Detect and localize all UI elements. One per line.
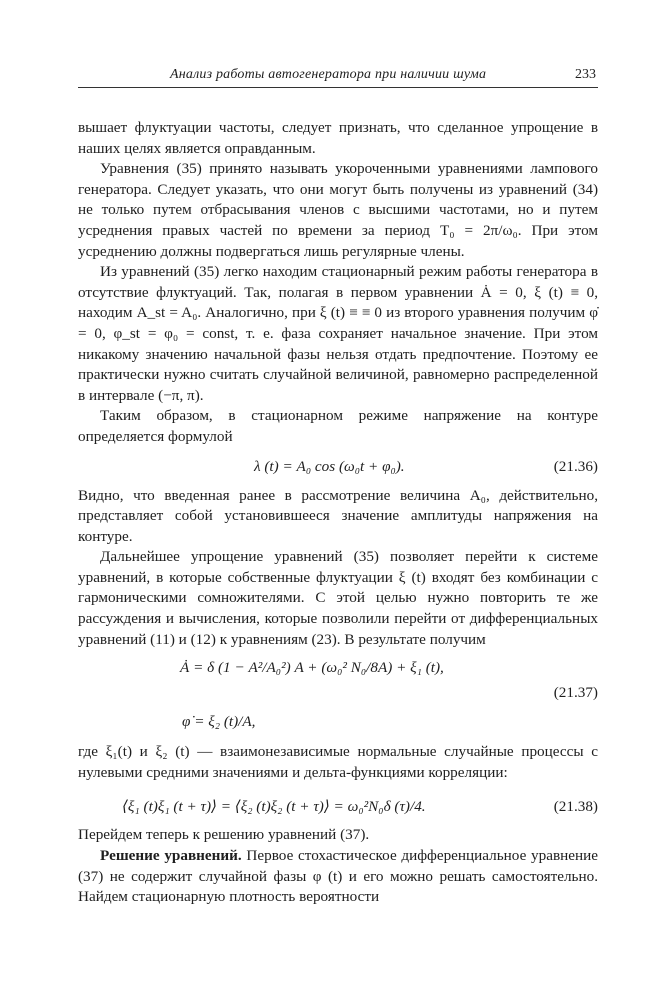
equation-21-37-line-2: φ̇ = ξ₂ (t)/A,	[182, 713, 256, 731]
paragraph-5: Видно, что введенная ранее в рассмотрение величина A₀, действительно, представляет собой установившееся значение амплитуды напряжения на контуре.	[78, 486, 598, 545]
equation-21-38-body: ⟨ξ₁ (t)ξ₁ (t + τ)⟩ = ⟨ξ₂ (t)ξ₂ (t + τ)⟩ = ω₀²N₀δ (τ)/4.	[122, 798, 426, 816]
equation-21-38-number: (21.38)	[553, 798, 598, 816]
paragraph-9	[78, 846, 598, 908]
equation-21-37-number: (21.37)	[553, 684, 598, 702]
equation-21-38	[78, 791, 598, 825]
paragraph-6: Дальнейшее упрощение уравнений (35) позволяет перейти к системе уравнений, в которые собственные флуктуации ξ (t) входят без комбинации с гармоническими сомножителями. С этой целью нужно повторить те же рассуждения и вычисления, которые позволили перейти от дифференциальных уравнений (11) и (12) к уравнениям (23). В результате получим	[78, 548, 598, 648]
equation-21-37	[78, 656, 598, 742]
running-title: Анализ работы автогенератора при наличии шума	[170, 67, 487, 82]
equation-21-36-body: λ (t) = A₀ cos (ω₀t + φ₀).	[254, 457, 405, 475]
section-heading: Решение уравнений.	[100, 847, 242, 865]
page-header	[78, 63, 598, 88]
paragraph-1: вышает флуктуации частоты, следует признать, что сделанное упрощение в наших целях является оправданным.	[78, 119, 598, 157]
page-number: 233	[575, 67, 596, 82]
body-text	[78, 118, 598, 908]
paragraph-2: Уравнения (35) принято называть укороченными уравнениями лампового генератора. Следует указать, что они могут быть получены из уравнений (34) не только путем отбрасывания членов с высшими частотами, но и путем усреднения правых частей по времени за период T₀ = 2π/ω₀. При этом усреднению должны подвергаться лишь регулярные члены.	[78, 160, 598, 260]
equation-21-36-number: (21.36)	[553, 457, 598, 475]
equation-21-37-line-1: Ȧ = δ (1 − A²/A₀²) A + (ω₀² N₀/8A) + ξ₁ (t),	[180, 659, 444, 677]
paragraph-9-text: Первое стохастическое дифференциальное уравнение (37) не содержит случайной фазы φ (t) и его можно решать самостоятельно. Найдем стационарную плотность вероятности	[78, 847, 599, 906]
paragraph-3: Из уравнений (35) легко находим стационарный режим работы генератора в отсутствие флуктуаций. Так, полагая в первом уравнении Ȧ = 0, ξ (t) ≡ 0, находим A_st = A₀. Аналогично, при ξ (t) ≡ ≡ 0 из второго уравнения получим φ̇ = 0, φ_st = φ₀ = const, т. е. фаза сохраняет начальное значение. При этом никакому значению начальной фазы нельзя отдать предпочтение. Поэтому ее практически нужно считать случайной величиной, равномерно распределенной в интервале (−π, π).	[78, 263, 598, 404]
equation-21-36	[78, 450, 598, 486]
paragraph-8: Перейдем теперь к решению уравнений (37).	[78, 826, 370, 844]
paragraph-7: где ξ₁(t) и ξ₂ (t) — взаимонезависимые нормальные случайные процессы с нулевыми средними значениями и дельта-функциями корреляции:	[78, 743, 598, 781]
paragraph-4: Таким образом, в стационарном режиме напряжение на контуре определяется формулой	[78, 407, 598, 445]
